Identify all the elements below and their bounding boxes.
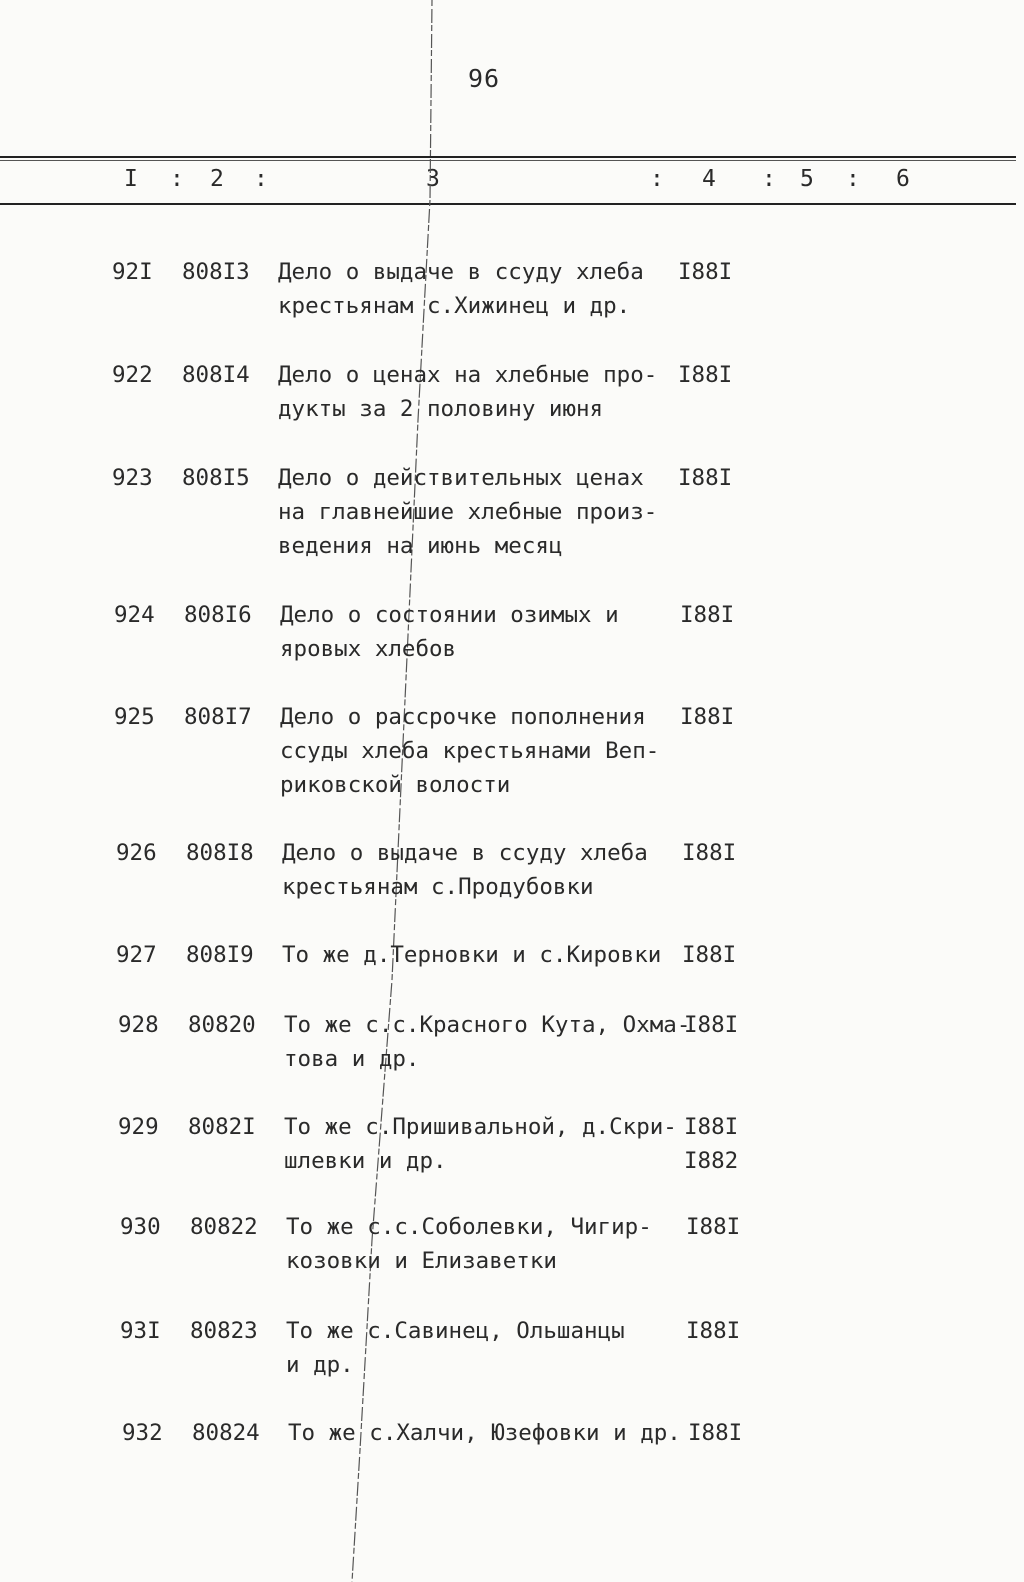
entry-year: I88I <box>678 362 733 388</box>
entry-code: 808I4 <box>182 362 250 388</box>
header-sep-3: : <box>650 166 664 192</box>
entry-years <box>682 836 772 870</box>
entry-code: 80822 <box>190 1214 258 1240</box>
entry-code: 808I6 <box>184 602 252 628</box>
header-col-2: 2 <box>210 166 224 192</box>
header-top-rule <box>0 156 1016 158</box>
entry-code: 808I3 <box>182 259 250 285</box>
entry-years <box>678 461 768 495</box>
entry-years <box>684 1008 774 1042</box>
entry-number: 927 <box>116 942 157 968</box>
entry-title: То же д.Терновки и с.Кировки <box>282 942 662 968</box>
entry-code: 80820 <box>188 1012 256 1038</box>
entry-title: Дело о выдаче в ссуду хлеба крестьянам с.Хижинец и др. <box>278 259 644 319</box>
entry-years <box>686 1210 776 1244</box>
entry-title: То же с.Пришивальной, д.Скри- шлевки и др. <box>284 1114 677 1174</box>
entry-number: 93I <box>120 1318 161 1344</box>
entry-year: I88I <box>680 602 735 628</box>
entry-title: То же с.Халчи, Юзефовки и др. <box>288 1420 681 1446</box>
header-top-rule-secondary <box>0 160 1016 161</box>
entry-title: Дело о выдаче в ссуду хлеба крестьянам с.Продубовки <box>282 840 648 900</box>
entry-years <box>678 255 768 289</box>
entry-number: 924 <box>114 602 155 628</box>
entry-year: I882 <box>684 1148 739 1174</box>
entry-years <box>688 1416 778 1450</box>
entry-year: I88I <box>686 1214 741 1240</box>
entry-years <box>678 358 768 392</box>
header-col-5: 5 <box>800 166 814 192</box>
entry-title: То же с.с.Соболевки, Чигир- козовки и Елизаветки <box>286 1214 652 1274</box>
header-sep-4: : <box>762 166 776 192</box>
entry-year: I88I <box>684 1012 739 1038</box>
header-sep-5: : <box>846 166 860 192</box>
entry-title: Дело о состоянии озимых и яровых хлебов <box>280 602 619 662</box>
entry-years <box>680 700 770 734</box>
entry-number: 930 <box>120 1214 161 1240</box>
entry-years <box>686 1314 776 1348</box>
entry-number: 923 <box>112 465 153 491</box>
entry-number: 926 <box>116 840 157 866</box>
header-sep-1: : <box>170 166 184 192</box>
entry-years <box>682 938 772 972</box>
entry-number: 928 <box>118 1012 159 1038</box>
header-col-1: I <box>124 166 138 192</box>
entry-year: I88I <box>684 1114 739 1140</box>
entry-title: Дело о рассрочке пополнения ссуды хлеба крестьянами Веп- риковской волости <box>280 704 660 798</box>
entry-code: 808I7 <box>184 704 252 730</box>
header-col-3: 3 <box>426 166 440 192</box>
entry-title: Дело о ценах на хлебные про- дукты за 2 половину июня <box>278 362 658 422</box>
entry-title: То же с.с.Красного Кута, Охма- това и др. <box>284 1012 691 1072</box>
entry-title: То же с.Савинец, Ольшанцы и др. <box>286 1318 625 1378</box>
entry-title: Дело о действительных ценах на главнейшие хлебные произ- ведения на июнь месяц <box>278 465 658 559</box>
entry-number: 92I <box>112 259 153 285</box>
entry-code: 8082I <box>188 1114 256 1140</box>
entry-years <box>684 1110 774 1178</box>
entry-years <box>680 598 770 632</box>
entry-number: 925 <box>114 704 155 730</box>
header-col-4: 4 <box>702 166 716 192</box>
entry-code: 808I8 <box>186 840 254 866</box>
entry-code: 808I5 <box>182 465 250 491</box>
entry-year: I88I <box>688 1420 743 1446</box>
entry-year: I88I <box>686 1318 741 1344</box>
entry-year: I88I <box>678 259 733 285</box>
entry-number: 932 <box>122 1420 163 1446</box>
entry-code: 80823 <box>190 1318 258 1344</box>
entry-number: 929 <box>118 1114 159 1140</box>
entry-number: 922 <box>112 362 153 388</box>
entry-code: 80824 <box>192 1420 260 1446</box>
entry-year: I88I <box>678 465 733 491</box>
entry-year: I88I <box>680 704 735 730</box>
entry-code: 808I9 <box>186 942 254 968</box>
page-number: 96 <box>468 64 501 93</box>
header-col-6: 6 <box>896 166 910 192</box>
header-sep-2: : <box>254 166 268 192</box>
header-bottom-rule <box>0 203 1016 205</box>
entry-year: I88I <box>682 840 737 866</box>
entry-year: I88I <box>682 942 737 968</box>
